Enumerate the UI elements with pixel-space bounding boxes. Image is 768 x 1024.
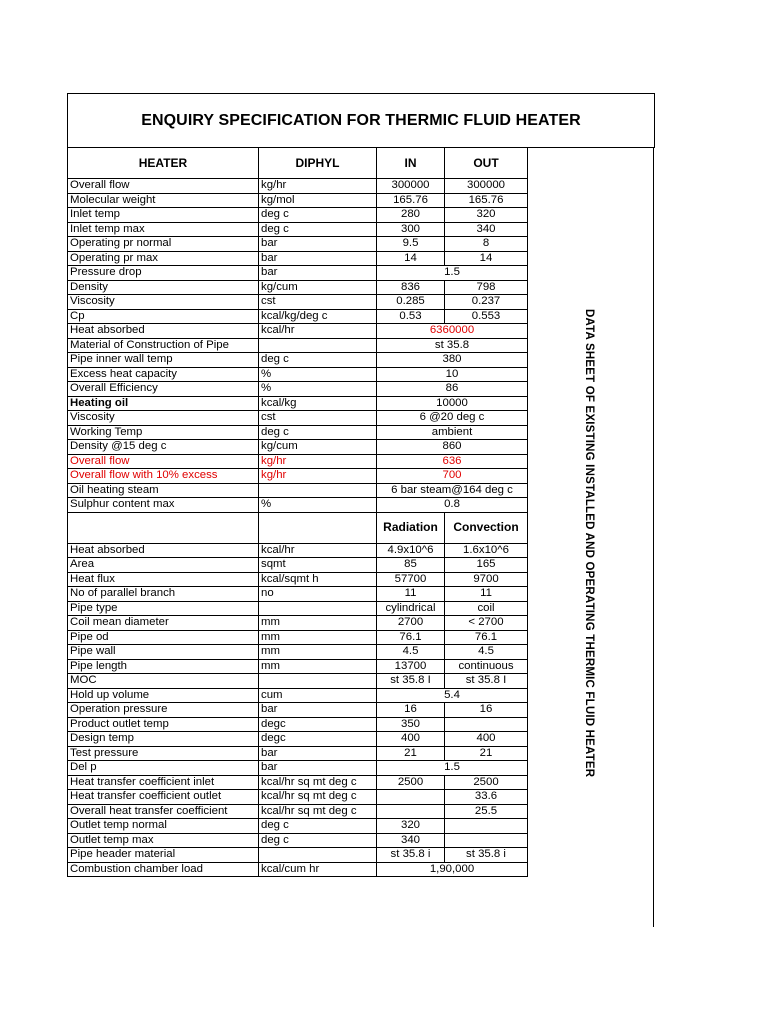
value-cell-b: 165.76 xyxy=(445,193,528,208)
value-cell-a: 21 xyxy=(377,746,445,761)
unit-cell: bar xyxy=(259,746,377,761)
param-cell: Operation pressure xyxy=(68,703,259,718)
param-cell: Heat absorbed xyxy=(68,324,259,339)
param-cell: Heat absorbed xyxy=(68,543,259,558)
unit-cell: degc xyxy=(259,717,377,732)
merged-value-cell: 6360000 xyxy=(377,324,528,339)
merged-value-cell: 380 xyxy=(377,353,528,368)
unit-cell: kg/cum xyxy=(259,280,377,295)
unit-cell: degc xyxy=(259,732,377,747)
value-cell-a: 85 xyxy=(377,558,445,573)
unit-cell: deg c xyxy=(259,208,377,223)
merged-value-cell: 1,90,000 xyxy=(377,862,528,877)
value-cell-a: st 35.8 i xyxy=(377,848,445,863)
unit-cell: cum xyxy=(259,688,377,703)
param-cell: Excess heat capacity xyxy=(68,367,259,382)
unit-cell: mm xyxy=(259,659,377,674)
table-header-row xyxy=(68,148,654,179)
unit-cell: kcal/hr sq mt deg c xyxy=(259,804,377,819)
value-cell-a: 16 xyxy=(377,703,445,718)
value-cell-a: 14 xyxy=(377,251,445,266)
merged-value-cell: st 35.8 xyxy=(377,338,528,353)
param-cell: Overall flow with 10% excess xyxy=(68,469,259,484)
unit-cell xyxy=(259,483,377,498)
value-cell-b xyxy=(445,717,528,732)
param-cell: Hold up volume xyxy=(68,688,259,703)
value-cell-b: 8 xyxy=(445,237,528,252)
value-cell-b: 165 xyxy=(445,558,528,573)
spec-table-body xyxy=(68,148,654,877)
unit-cell: kg/hr xyxy=(259,179,377,194)
section-header-blank-1 xyxy=(68,512,259,543)
value-cell-b: 11 xyxy=(445,587,528,602)
value-cell-a: 165.76 xyxy=(377,193,445,208)
value-cell-a: 320 xyxy=(377,819,445,834)
merged-value-cell: 86 xyxy=(377,382,528,397)
param-cell: Viscosity xyxy=(68,411,259,426)
header-radiation: Radiation xyxy=(377,512,445,543)
value-cell-b: 33.6 xyxy=(445,790,528,805)
value-cell-b: st 35.8 i xyxy=(445,848,528,863)
value-cell-b: 0.553 xyxy=(445,309,528,324)
param-cell: Inlet temp max xyxy=(68,222,259,237)
param-cell: Cp xyxy=(68,309,259,324)
unit-cell: kg/mol xyxy=(259,193,377,208)
value-cell-b: 2500 xyxy=(445,775,528,790)
merged-value-cell: 6 @20 deg c xyxy=(377,411,528,426)
merged-value-cell: 860 xyxy=(377,440,528,455)
value-cell-b xyxy=(445,819,528,834)
unit-cell xyxy=(259,674,377,689)
unit-cell: cst xyxy=(259,295,377,310)
param-cell: MOC xyxy=(68,674,259,689)
value-cell-a: 280 xyxy=(377,208,445,223)
value-cell-b: 14 xyxy=(445,251,528,266)
sheet-title: ENQUIRY SPECIFICATION FOR THERMIC FLUID HEATER xyxy=(141,111,581,129)
unit-cell: deg c xyxy=(259,833,377,848)
value-cell-a: 0.53 xyxy=(377,309,445,324)
value-cell-b: 320 xyxy=(445,208,528,223)
value-cell-a: 4.9x10^6 xyxy=(377,543,445,558)
value-cell-a: 13700 xyxy=(377,659,445,674)
param-cell: Pipe od xyxy=(68,630,259,645)
param-cell: Outlet temp max xyxy=(68,833,259,848)
merged-value-cell: 0.8 xyxy=(377,498,528,513)
title-box xyxy=(67,93,655,148)
param-cell: Sulphur content max xyxy=(68,498,259,513)
param-cell: Density xyxy=(68,280,259,295)
value-cell-a: 340 xyxy=(377,833,445,848)
merged-value-cell: 1.5 xyxy=(377,266,528,281)
unit-cell: deg c xyxy=(259,353,377,368)
param-cell: Pipe wall xyxy=(68,645,259,660)
unit-cell: bar xyxy=(259,703,377,718)
param-cell: Coil mean diameter xyxy=(68,616,259,631)
param-cell: Design temp xyxy=(68,732,259,747)
merged-value-cell: 6 bar steam@164 deg c xyxy=(377,483,528,498)
value-cell-a: 4.5 xyxy=(377,645,445,660)
section-header-blank-2 xyxy=(259,512,377,543)
unit-cell: bar xyxy=(259,251,377,266)
param-cell: Pipe type xyxy=(68,601,259,616)
value-cell-a: 400 xyxy=(377,732,445,747)
unit-cell: no xyxy=(259,587,377,602)
param-cell: Material of Construction of Pipe xyxy=(68,338,259,353)
param-cell: Area xyxy=(68,558,259,573)
unit-cell: kcal/hr sq mt deg c xyxy=(259,775,377,790)
param-cell: Oil heating steam xyxy=(68,483,259,498)
unit-cell: deg c xyxy=(259,819,377,834)
param-cell: Working Temp xyxy=(68,425,259,440)
param-cell: Viscosity xyxy=(68,295,259,310)
unit-cell: bar xyxy=(259,266,377,281)
value-cell-a: 76.1 xyxy=(377,630,445,645)
param-cell: Pipe header material xyxy=(68,848,259,863)
param-cell: Heating oil xyxy=(68,396,259,411)
value-cell-a: 300 xyxy=(377,222,445,237)
side-label xyxy=(579,293,599,793)
param-cell: Pipe inner wall temp xyxy=(68,353,259,368)
value-cell-b: 340 xyxy=(445,222,528,237)
value-cell-b: 798 xyxy=(445,280,528,295)
value-cell-b: 21 xyxy=(445,746,528,761)
value-cell-a: 300000 xyxy=(377,179,445,194)
value-cell-b: 0.237 xyxy=(445,295,528,310)
param-cell: Overall flow xyxy=(68,179,259,194)
param-cell: Outlet temp normal xyxy=(68,819,259,834)
param-cell: Combustion chamber load xyxy=(68,862,259,877)
value-cell-b: < 2700 xyxy=(445,616,528,631)
unit-cell: cst xyxy=(259,411,377,426)
merged-value-cell: 5.4 xyxy=(377,688,528,703)
unit-cell: kcal/kg/deg c xyxy=(259,309,377,324)
param-cell: Heat transfer coefficient inlet xyxy=(68,775,259,790)
unit-cell: kcal/kg xyxy=(259,396,377,411)
param-cell: Heat flux xyxy=(68,572,259,587)
merged-value-cell: ambient xyxy=(377,425,528,440)
header-heater: HEATER xyxy=(68,148,259,179)
unit-cell: kcal/hr xyxy=(259,324,377,339)
value-cell-b: 9700 xyxy=(445,572,528,587)
param-cell: No of parallel branch xyxy=(68,587,259,602)
value-cell-a: cylindrical xyxy=(377,601,445,616)
merged-value-cell: 10 xyxy=(377,367,528,382)
unit-cell: % xyxy=(259,367,377,382)
value-cell-a: 9.5 xyxy=(377,237,445,252)
unit-cell: mm xyxy=(259,616,377,631)
unit-cell: % xyxy=(259,498,377,513)
unit-cell: bar xyxy=(259,237,377,252)
value-cell-a: 0.285 xyxy=(377,295,445,310)
unit-cell: kcal/sqmt h xyxy=(259,572,377,587)
param-cell: Del p xyxy=(68,761,259,776)
value-cell-a: 11 xyxy=(377,587,445,602)
param-cell: Overall flow xyxy=(68,454,259,469)
unit-cell: % xyxy=(259,382,377,397)
unit-cell: kg/hr xyxy=(259,469,377,484)
value-cell-b: 25.5 xyxy=(445,804,528,819)
value-cell-b: continuous xyxy=(445,659,528,674)
value-cell-a: 2700 xyxy=(377,616,445,631)
param-cell: Pipe length xyxy=(68,659,259,674)
param-cell: Overall Efficiency xyxy=(68,382,259,397)
param-cell: Operating pr normal xyxy=(68,237,259,252)
value-cell-a: 57700 xyxy=(377,572,445,587)
unit-cell: kg/hr xyxy=(259,454,377,469)
merged-value-cell: 10000 xyxy=(377,396,528,411)
spec-table xyxy=(67,147,654,877)
value-cell-a: 2500 xyxy=(377,775,445,790)
value-cell-a: st 35.8 I xyxy=(377,674,445,689)
unit-cell: kcal/cum hr xyxy=(259,862,377,877)
header-diphyl: DIPHYL xyxy=(259,148,377,179)
param-cell: Molecular weight xyxy=(68,193,259,208)
param-cell: Pressure drop xyxy=(68,266,259,281)
unit-cell: kcal/hr sq mt deg c xyxy=(259,790,377,805)
header-in: IN xyxy=(377,148,445,179)
header-convection: Convection xyxy=(445,512,528,543)
unit-cell: deg c xyxy=(259,425,377,440)
value-cell-a xyxy=(377,790,445,805)
merged-value-cell: 636 xyxy=(377,454,528,469)
unit-cell xyxy=(259,848,377,863)
unit-cell: mm xyxy=(259,645,377,660)
value-cell-a: 836 xyxy=(377,280,445,295)
value-cell-b xyxy=(445,833,528,848)
unit-cell xyxy=(259,601,377,616)
value-cell-b: 400 xyxy=(445,732,528,747)
unit-cell: kg/cum xyxy=(259,440,377,455)
unit-cell: deg c xyxy=(259,222,377,237)
param-cell: Heat transfer coefficient outlet xyxy=(68,790,259,805)
value-cell-a xyxy=(377,804,445,819)
header-out: OUT xyxy=(445,148,528,179)
value-cell-b: 1.6x10^6 xyxy=(445,543,528,558)
param-cell: Overall heat transfer coefficient xyxy=(68,804,259,819)
value-cell-b: 4.5 xyxy=(445,645,528,660)
value-cell-a: 350 xyxy=(377,717,445,732)
param-cell: Operating pr max xyxy=(68,251,259,266)
unit-cell: sqmt xyxy=(259,558,377,573)
value-cell-b: 16 xyxy=(445,703,528,718)
param-cell: Inlet temp xyxy=(68,208,259,223)
unit-cell xyxy=(259,338,377,353)
value-cell-b: st 35.8 I xyxy=(445,674,528,689)
unit-cell: kcal/hr xyxy=(259,543,377,558)
value-cell-b: 76.1 xyxy=(445,630,528,645)
unit-cell: mm xyxy=(259,630,377,645)
merged-value-cell: 700 xyxy=(377,469,528,484)
right-border xyxy=(653,147,654,927)
param-cell: Product outlet temp xyxy=(68,717,259,732)
value-cell-b: coil xyxy=(445,601,528,616)
value-cell-b: 300000 xyxy=(445,179,528,194)
param-cell: Test pressure xyxy=(68,746,259,761)
param-cell: Density @15 deg c xyxy=(68,440,259,455)
side-label-text: DATA SHEET OF EXISTING INSTALLED AND OPERATING THERMIC FLUID HEATER xyxy=(583,308,595,778)
unit-cell: bar xyxy=(259,761,377,776)
merged-value-cell: 1.5 xyxy=(377,761,528,776)
